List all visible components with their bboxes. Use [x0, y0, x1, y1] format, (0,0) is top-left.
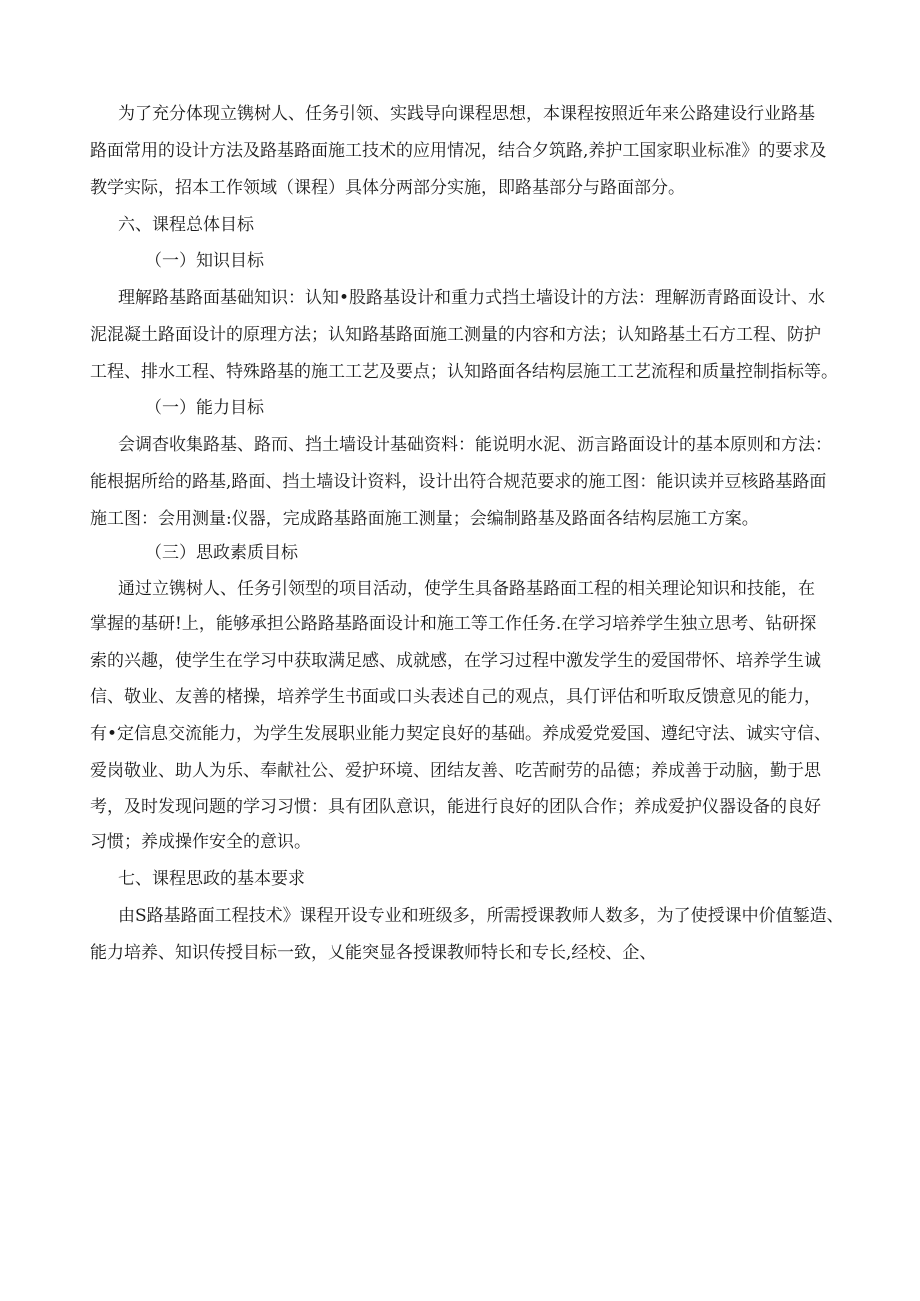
para-knowledge-line-3: 工程、排水工程、特殊路基的施工工艺及要点；认知路面各结构层施工工艺流程和质量控制指标等。 [90, 362, 838, 382]
para-ideology-line-4: 信、敬业、友善的楮操，培养学生书面或口头表述自己的观点，具仃评估和听取反馈意见的能力， [90, 687, 821, 707]
subheading-ideology-goals: （三）思政素质目标 [145, 543, 298, 563]
para-intro-line-1: 为了充分体现立镌树人、任务引领、实践导向课程思想，本课程按照近年来公路建设行业路基 [118, 104, 815, 124]
para-intro-line-3: 教学实际，招本工作领域（课程）具体分两部分实施，即路基部分与路面部分。 [90, 178, 685, 198]
para-knowledge-line-1: 理解路基路面基础知识：认知•股路基设计和重力式挡土墙设计的方法：理解沥青路面设计、水 [118, 288, 826, 308]
para-requirements-line-2: 能力培养、知识传授目标一致，乂能突显各授课教师特长和专长,经校、企、 [90, 943, 657, 963]
para-ideology-line-7: 考，及时发现问题的学习习惯：具有团队意识，能进行良好的团队合作；养成爱护仪器设备的良好 [90, 797, 821, 817]
para-ability-line-2: 能根据所给的路基,路面、挡土墙设计资料，设计出符合规范要求的施工图：能识读并豆核路基路面 [90, 472, 827, 492]
para-ability-line-3: 施工图：会用测量:仪器，完成路基路面施工测量；会编制路基及路面各结构层施工方案。 [90, 509, 759, 529]
para-knowledge-line-2: 泥混凝土路面设计的原理方法；认知路基路面施工测量的内容和方法；认知路基土石方工程、防护 [90, 325, 821, 345]
para-ideology-line-8: 习惯；养成操作安全的意识。 [90, 832, 311, 852]
para-ideology-line-5: 有•定信息交流能力，为学生发展职业能力契定良好的基础。养成爱党爱国、遵纪守法、诚实守信、 [90, 724, 832, 744]
section-7-heading: 七、课程思政的基本要求 [118, 869, 305, 889]
para-ideology-line-2: 掌握的基研!上，能够承担公路路基路面设计和施工等工作任务.在学习培养学生独立思考、钻研探 [90, 614, 817, 634]
para-ideology-line-1: 通过立镌树人、任务引领型的项目活动，使学生具备路基路面工程的相关理论知识和技能，在 [118, 579, 815, 599]
para-intro-line-2: 路面常用的设计方法及路基路面施工技术的应用情况，结合夕筑路,养护工国家职业标准》的要求及 [90, 141, 827, 161]
para-requirements-line-1: 由S路基路面工程技术》课程开设专业和班级多，所需授课教师人数多，为了使授课中价值錾造、 [118, 906, 844, 926]
subheading-ability-goals: （一）能力目标 [145, 398, 264, 418]
para-ideology-line-6: 爱岗敬业、助人为乐、奉献社公、爱护环境、团结友善、吃苦耐劳的品德；养成善于动脑，勤于思 [90, 761, 821, 781]
para-ideology-line-3: 索的兴趣，使学生在学习中获取满足感、成就感，在学习过程中激发学生的爱国带怀、培养学生诚 [90, 651, 821, 671]
section-6-heading: 六、课程总体目标 [118, 215, 254, 235]
para-ability-line-1: 会调杳收集路基、路而、挡土墙设计基础资料：能说明水泥、沥言路面设计的基本原则和方法： [118, 435, 832, 455]
subheading-knowledge-goals: （一）知识目标 [145, 251, 264, 271]
